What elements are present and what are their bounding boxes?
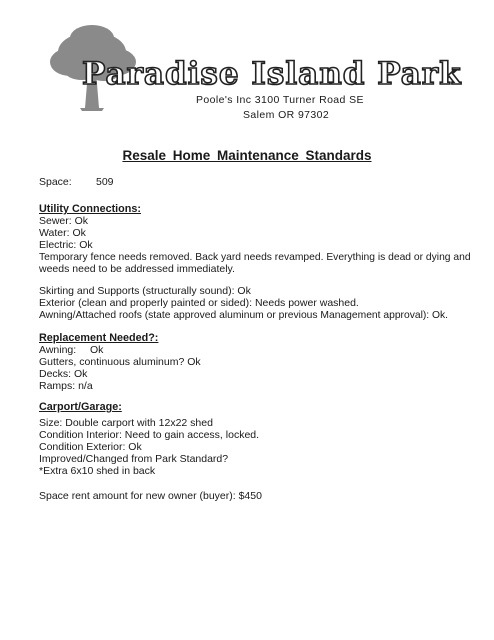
space-label: Space: xyxy=(39,176,72,188)
awning-label: Awning: xyxy=(39,344,77,356)
gutters-line: Gutters, continuous aluminum? Ok xyxy=(39,356,201,368)
skirting-line: Skirting and Supports (structurally sound): Ok xyxy=(39,285,251,297)
rent-line: Space rent amount for new owner (buyer): $450 xyxy=(39,490,262,502)
utility-heading: Utility Connections: xyxy=(39,203,141,215)
replacement-heading: Replacement Needed?: xyxy=(39,332,159,344)
improved-line: Improved/Changed from Park Standard? xyxy=(39,453,229,465)
address-line-1: Poole's Inc 3100 Turner Road SE xyxy=(196,94,364,106)
document-title: Resale Home Maintenance Standards xyxy=(122,148,372,163)
sewer-line: Sewer: Ok xyxy=(39,215,89,227)
space-row xyxy=(39,176,114,189)
size-line: Size: Double carport with 12x22 shed xyxy=(39,417,213,429)
fence-note-line-2: weeds need to be addressed immediately. xyxy=(39,263,235,275)
carport-heading: Carport/Garage: xyxy=(39,401,122,413)
space-value: 509 xyxy=(96,176,114,188)
condition-exterior-line: Condition Exterior: Ok xyxy=(39,441,142,453)
awning-value: Ok xyxy=(90,344,104,356)
extra-shed-line: *Extra 6x10 shed in back xyxy=(39,465,156,477)
water-line: Water: Ok xyxy=(39,227,86,239)
electric-line: Electric: Ok xyxy=(39,239,93,251)
exterior-line: Exterior (clean and properly painted or sided): Needs power washed. xyxy=(39,297,359,309)
ramps-line: Ramps: n/a xyxy=(39,380,93,392)
park-name-logo: Paradise Island Park xyxy=(82,56,462,92)
awning-roofs-line: Awning/Attached roofs (state approved aluminum or previous Management approval): Ok. xyxy=(39,310,449,321)
fence-note-line-1: Temporary fence needs removed. Back yard needs revamped. Everything is dead or dying and xyxy=(39,252,471,263)
decks-line: Decks: Ok xyxy=(39,368,88,380)
address-line-2: Salem OR 97302 xyxy=(243,109,330,121)
condition-interior-line: Condition Interior: Need to gain access, locked. xyxy=(39,429,260,441)
